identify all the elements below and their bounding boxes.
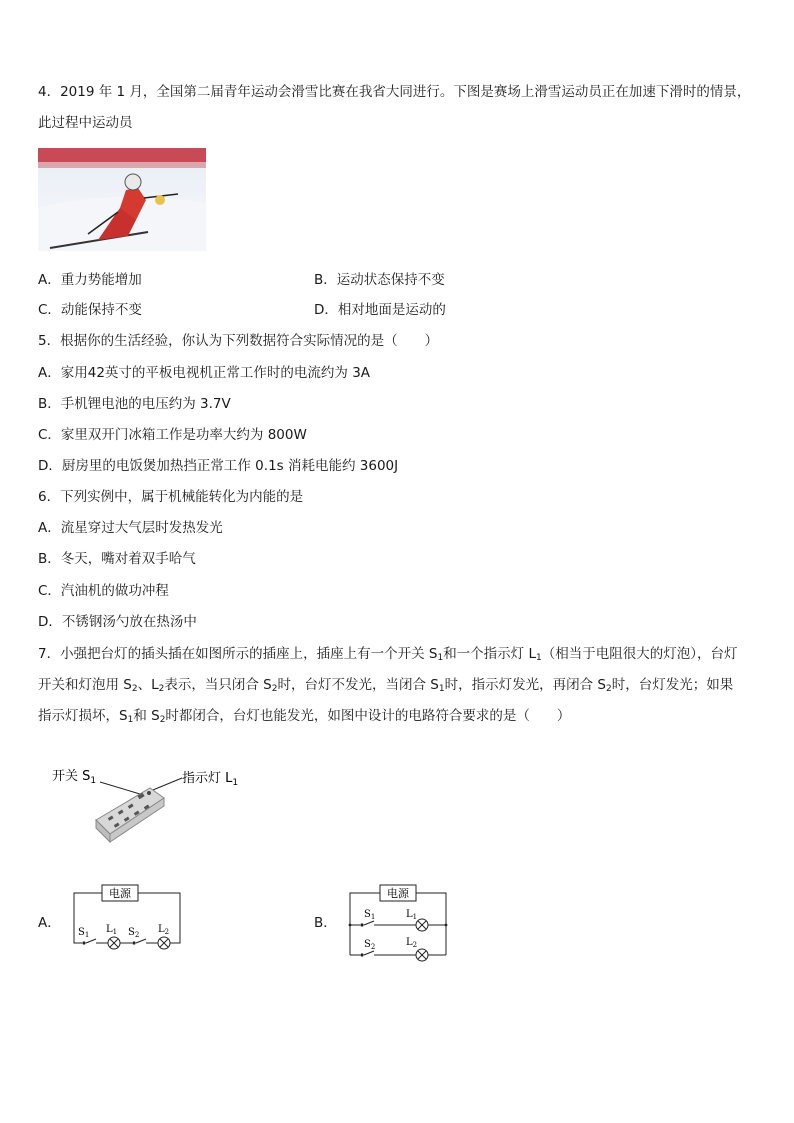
- q5-stem: 5．根据你的生活经验，你认为下列数据符合实际情况的是（ ）: [38, 333, 439, 349]
- switch-label: 开关 $S_1$: [52, 769, 97, 786]
- circuit-a-option-label: A．: [38, 915, 61, 931]
- q5-option-d: D．厨房里的电饭煲加热挡正常工作 0.1s 消耗电能约 3600J: [38, 458, 399, 474]
- power-strip-figure: [48, 762, 258, 862]
- circuit-a-diagram: [68, 880, 188, 960]
- circuit-b-option-label: B．: [314, 915, 337, 931]
- q6-stem: 6．下列实例中，属于机械能转化为内能的是: [38, 489, 304, 505]
- q4-stem-line2: 此过程中运动员: [38, 115, 133, 131]
- svg-text:S2: $S_2$: [128, 927, 140, 939]
- q6-option-a: A．流星穿过大气层时发热发光: [38, 520, 223, 536]
- svg-text:S1: $S_1$: [78, 927, 90, 939]
- q6-option-c: C．汽油机的做功冲程: [38, 583, 169, 599]
- indicator-label: 指示灯 $L_1$: [182, 771, 239, 788]
- q6-option-d: D．不锈钢汤勺放在热汤中: [38, 614, 197, 630]
- svg-text:S1: $S_1$: [364, 909, 376, 921]
- svg-text:L2: $L_2$: [406, 937, 418, 949]
- q7-stem-line1: 7．小强把台灯的插头插在如图所示的插座上，插座上有一个开关 $S_1$和一个指示灯 $L_1$（相当于电阻很大的灯泡），台灯: [38, 646, 738, 663]
- q5-option-a: A．家用42英寸的平板电视机正常工作时的电流约为 3A: [38, 365, 371, 381]
- q5-option-b: B．手机锂电池的电压约为 3.7V: [38, 396, 231, 412]
- q7-stem-line3: 指示灯损坏，$S_1$和 $S_2$时都闭合，台灯也能发光，如图中设计的电路符合要求的是（ ）: [38, 708, 571, 725]
- svg-text:L1: $L_1$: [406, 909, 418, 921]
- svg-text:S2: $S_2$: [364, 939, 376, 951]
- q7-stem-line2: 开关和灯泡用 $S_2$、$L_2$表示，当只闭合 $S_2$时，台灯不发光，当闭合 $S_1$时，指示灯发光，再闭合 $S_2$时，台灯发光；如果: [38, 677, 734, 694]
- q4-option-d: D．相对地面是运动的: [314, 302, 446, 318]
- svg-text:L1: $L_1$: [106, 924, 118, 936]
- skier-photo: [38, 148, 206, 251]
- q6-option-b: B．冬天，嘴对着双手哈气: [38, 551, 196, 567]
- circuit-b-power-label: 电源: [387, 887, 409, 900]
- power-strip: [96, 788, 164, 842]
- circuit-b-diagram: [342, 880, 458, 962]
- q4-option-b: B．运动状态保持不变: [314, 272, 445, 288]
- circuit-a-power-label: 电源: [109, 887, 131, 900]
- q4-option-c: C．动能保持不变: [38, 302, 142, 318]
- svg-text:L2: $L_2$: [158, 924, 170, 936]
- q4-option-a: A．重力势能增加: [38, 272, 142, 288]
- q4-stem-line1: 4．2019 年 1 月，全国第二届青年运动会滑雪比赛在我省大同进行。下图是赛场上滑雪运动员正在加速下滑时的情景，: [38, 84, 751, 100]
- q5-option-c: C．家里双开门冰箱工作是功率大约为 800W: [38, 427, 307, 443]
